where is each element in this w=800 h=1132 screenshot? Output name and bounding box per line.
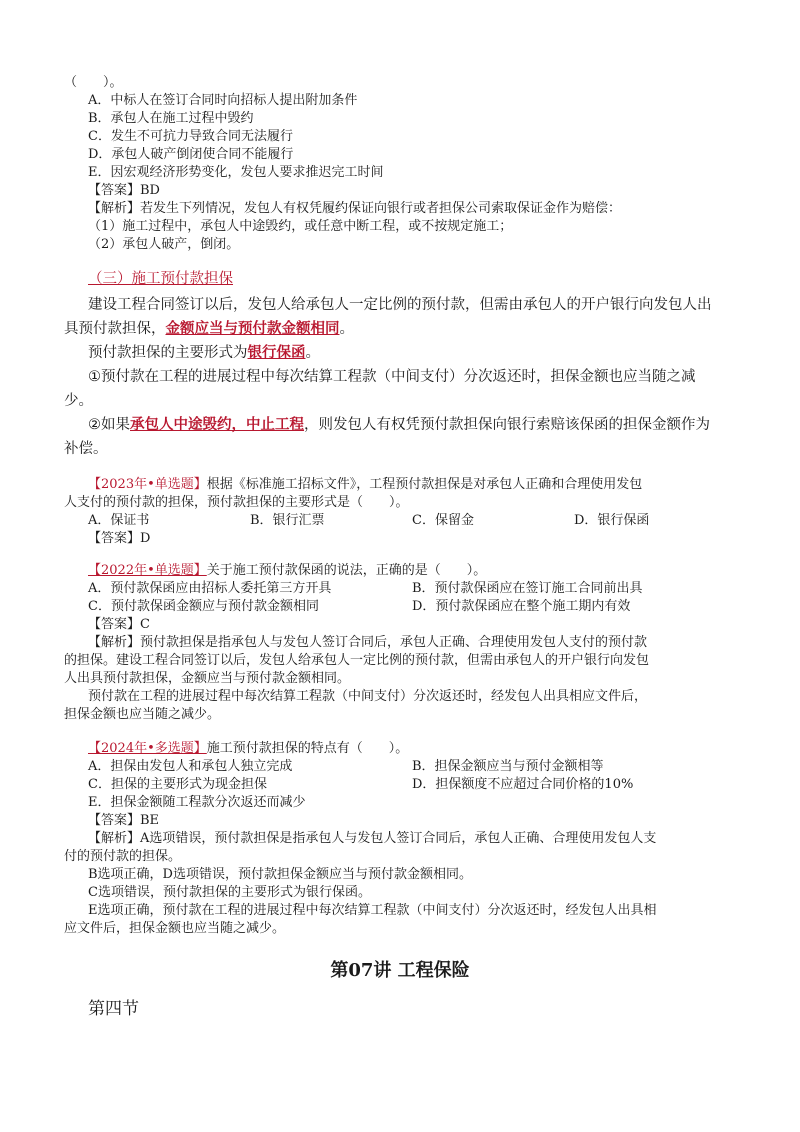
analysis — [88, 200, 621, 218]
option-c: C．发生不可抗力导致合同无法履行 — [88, 129, 293, 144]
section-title: 第四节 — [88, 999, 139, 1019]
option-c: C．担保的主要形式为现金担保 — [88, 777, 267, 792]
analysis-tag: 【解析】 — [88, 635, 141, 650]
analysis: 【解析】A选项错误，预付款担保是指承包人与发包人签订合同后，承包人正确、合理使用发包人支 — [88, 831, 657, 846]
analysis-line: 的担保。建设工程合同签订以后，发包人给承包人一定比例的预付款，但需由承包人的开户银行向发包 — [64, 653, 650, 668]
analysis-tag: 【解析】 — [88, 831, 141, 846]
option-b: B．承包人在施工过程中毁约 — [88, 111, 254, 126]
highlight-bank-guarantee: 银行保函 — [247, 345, 306, 361]
analysis-line: 付的预付款的担保。 — [64, 849, 182, 864]
question-tag-2024: 【2024年•多选题】 — [88, 741, 207, 756]
option-a: A．保证书 — [88, 513, 150, 528]
section-heading: （三）施工预付款担保 — [88, 271, 233, 287]
analysis: 【解析】预付款担保是指承包人与发包人签订合同后，承包人正确、合理使用发包人支付的预付款 — [88, 635, 648, 650]
option-b: B．担保金额应当与预付金额相等 — [412, 759, 604, 774]
paragraph-3a: ①预付款在工程的进展过程中每次结算工程款（中间支付）分次返还时，担保金额也应当随之减 — [88, 369, 696, 385]
question-2023-stem-cont: 人支付的预付款的担保，预付款担保的主要形式是（ ）。 — [64, 495, 409, 510]
analysis-line: C选项错误，预付款担保的主要形式为银行保函。 — [88, 885, 371, 900]
paragraph-4a: ②如果承包人中途毁约，中止工程，则发包人有权凭预付款担保向银行索赔该保函的担保金额作为 — [88, 417, 710, 433]
option-d: D．预付款保函应在整个施工期内有效 — [412, 599, 631, 614]
option-a: A．担保由发包人和承包人独立完成 — [88, 759, 293, 774]
paragraph-4b: 补偿。 — [64, 441, 108, 457]
option-b: B．银行汇票 — [250, 513, 325, 528]
highlight-amount: 金额应当与预付款金额相同 — [165, 321, 340, 337]
analysis-tag: 【解析】 — [88, 201, 141, 216]
question-tag-2022: 【2022年•单选题】 — [88, 563, 207, 578]
option-b: B．预付款保函应在签订施工合同前出具 — [412, 581, 643, 596]
option-c: C．预付款保函金额应与预付款金额相同 — [88, 599, 319, 614]
question-tag-2023: 【2023年•单选题】 — [88, 477, 207, 492]
highlight-default: 承包人中途毁约，中止工程 — [130, 417, 304, 433]
option-e: E．因宏观经济形势变化，发包人要求推迟完工时间 — [88, 165, 384, 180]
question-2022-stem: 【2022年•单选题】关于施工预付款保函的说法，正确的是（ ）。 — [88, 563, 487, 578]
answer: 【答案】D — [88, 531, 151, 546]
paragraph-3b: 少。 — [64, 393, 93, 409]
option-d: D．银行保函 — [574, 513, 650, 528]
answer: 【答案】BD — [88, 183, 160, 198]
question-stem-end: （ ）。 — [64, 75, 123, 90]
option-c: C．保留金 — [412, 513, 474, 528]
option-a: A．预付款保函应由招标人委托第三方开具 — [88, 581, 332, 596]
option-d: D．承包人破产倒闭使合同不能履行 — [88, 147, 294, 162]
analysis-line: B选项正确，D选项错误，预付款担保金额应当与预付款金额相同。 — [88, 867, 472, 882]
analysis-item-2: （2）承包人破产，倒闭。 — [88, 237, 240, 252]
analysis-item-1: （1）施工过程中，承包人中途毁约，或任意中断工程，或不按规定施工； — [88, 219, 513, 234]
option-e: E．担保金额随工程款分次返还而减少 — [88, 795, 306, 810]
analysis-line: 人出具预付款担保，金额应当与预付款金额相同。 — [64, 671, 351, 686]
analysis-text: 若发生下列情况，发包人有权凭履约保证向银行或者担保公司索取保证金作为赔偿： — [140, 201, 622, 216]
analysis-line: 担保金额也应当随之减少。 — [64, 707, 221, 722]
question-2023-stem: 【2023年•单选题】根据《标准施工招标文件》，工程预付款担保是对承包人正确和合理使用发包 — [88, 477, 643, 492]
paragraph-1b: 具预付款担保，金额应当与预付款金额相同。 — [64, 321, 354, 337]
paragraph-1a: 建设工程合同签订以后，发包人给承包人一定比例的预付款，但需由承包人的开户银行向发包人出 — [88, 297, 712, 313]
answer: 【答案】BE — [88, 813, 160, 828]
analysis-line: 预付款在工程的进展过程中每次结算工程款（中间支付）分次返还时，经发包人出具相应文件后， — [88, 689, 648, 704]
analysis-line: E选项正确，预付款在工程的进展过程中每次结算工程款（中间支付）分次返还时，经发包人出具相 — [88, 903, 657, 918]
question-2024-stem: 【2024年•多选题】施工预付款担保的特点有（ ）。 — [88, 741, 409, 756]
option-d: D．担保额度不应超过合同价格的10% — [412, 777, 634, 792]
answer: 【答案】C — [88, 617, 150, 632]
option-a: A．中标人在签订合同时向招标人提出附加条件 — [88, 93, 358, 108]
paragraph-2: 预付款担保的主要形式为银行保函。 — [88, 345, 320, 361]
analysis-line: 应文件后，担保金额也应当随之减少。 — [64, 921, 286, 936]
lecture-title: 第07讲 工程保险 — [330, 960, 470, 981]
